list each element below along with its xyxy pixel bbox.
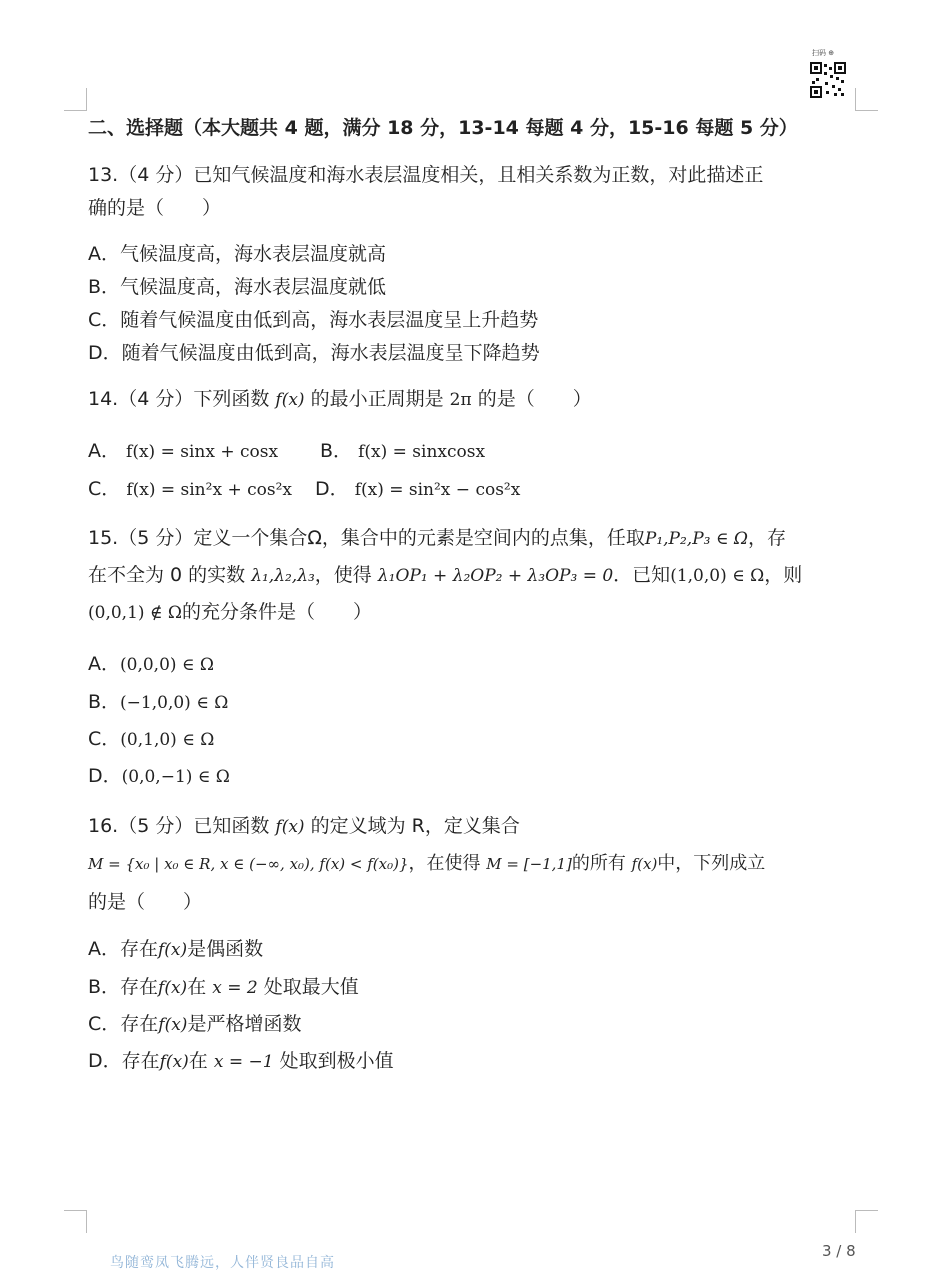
q16-option-a-mid: 是偶函数 bbox=[187, 938, 264, 960]
q15-stem-line3 bbox=[88, 598, 372, 627]
q16-l2-fx: f(x) bbox=[631, 855, 658, 873]
q15-option-a-math: (0,0,0) ∈ Ω bbox=[120, 655, 215, 675]
q16-l1-post: 的定义域为 R，定义集合 bbox=[310, 815, 520, 837]
q15-option-c-label: C． bbox=[88, 728, 121, 750]
q16-l2-post: 中，下列成立 bbox=[657, 853, 766, 874]
q14-option-d bbox=[315, 475, 520, 504]
q14-option-c bbox=[88, 475, 292, 504]
crop-mark-bottom-right bbox=[855, 1210, 878, 1233]
q14-option-c-math: f(x) = sin²x + cos²x bbox=[126, 480, 292, 500]
q13-stem-line2: 确的是（ ） bbox=[88, 197, 222, 219]
footer-motto: 鸟随鸾凤飞腾远，人伴贤良品自高 bbox=[110, 1255, 335, 1271]
q16-option-c-mid: 是严格增函数 bbox=[187, 1013, 302, 1035]
q14-option-a bbox=[88, 437, 278, 466]
crop-mark-top-left bbox=[64, 88, 87, 111]
q16-l1-pre: 16.（5 分）已知函数 bbox=[88, 815, 270, 837]
q15-l2-pre: 在不全为 0 的实数 bbox=[88, 564, 246, 586]
q15-l3-math: (0,0,1) ∉ Ω bbox=[88, 603, 183, 623]
q15-stem-line2 bbox=[88, 561, 802, 590]
crop-mark-top-right bbox=[855, 88, 878, 111]
q14-period: 2π bbox=[449, 390, 472, 410]
q16-option-b-math: x = 2 bbox=[212, 978, 258, 998]
q14-option-d-label: D． bbox=[315, 478, 349, 500]
q15-option-b-label: B． bbox=[88, 691, 121, 713]
q16-option-d-fx: f(x) bbox=[159, 1052, 189, 1072]
q16-l2-mid: ，在使得 bbox=[408, 853, 481, 874]
q15-l2-math1: λ₁,λ₂,λ₃ bbox=[251, 566, 315, 586]
q16-l2-mid2: 的所有 bbox=[571, 853, 626, 874]
q14-option-b bbox=[320, 437, 485, 466]
q16-option-d-math: x = −1 bbox=[213, 1052, 274, 1072]
q16-option-a-fx: f(x) bbox=[158, 940, 188, 960]
crop-mark-bottom-left bbox=[64, 1210, 87, 1233]
q16-option-c-fx: f(x) bbox=[158, 1015, 188, 1035]
q16-option-b-fx: f(x) bbox=[158, 978, 188, 998]
q15-stem-line1 bbox=[88, 524, 786, 553]
q15-l2-mid2: ．已知 bbox=[613, 564, 671, 586]
q15-option-c bbox=[88, 725, 214, 754]
q16-option-c-pre: C．存在 bbox=[88, 1013, 159, 1035]
q15-l3-post: 的充分条件是（ ） bbox=[182, 601, 373, 623]
q14-option-b-label: B． bbox=[320, 440, 353, 462]
q14-option-d-math: f(x) = sin²x − cos²x bbox=[354, 480, 521, 500]
q16-option-a bbox=[88, 935, 263, 964]
q13-option-a: A．气候温度高，海水表层温度就高 bbox=[88, 243, 386, 265]
q13-option-b: B．气候温度高，海水表层温度就低 bbox=[88, 276, 387, 298]
q16-option-a-pre: A．存在 bbox=[88, 938, 158, 960]
q15-option-b bbox=[88, 688, 228, 717]
q16-option-b-pre: B．存在 bbox=[88, 976, 159, 998]
q15-l2-post: ，则 bbox=[764, 564, 803, 586]
q15-option-d-math: (0,0,−1) ∈ Ω bbox=[121, 767, 230, 787]
q15-l2-mid: ，使得 bbox=[314, 564, 372, 586]
page-number: 3 / 8 bbox=[822, 1242, 856, 1260]
q14-stem-mid: 的最小正周期是 bbox=[310, 388, 444, 410]
q14-fx: f(x) bbox=[275, 390, 305, 410]
q15-l1-pre: 15.（5 分）定义一个集合Ω，集合中的元素是空间内的点集，任取 bbox=[88, 527, 645, 549]
q15-l2-math3: (1,0,0) ∈ Ω bbox=[670, 566, 765, 586]
q13-option-c: C．随着气候温度由低到高，海水表层温度呈上升趋势 bbox=[88, 309, 539, 331]
q14-option-b-math: f(x) = sinxcosx bbox=[358, 442, 486, 462]
q16-option-d-pre: D．存在 bbox=[88, 1050, 160, 1072]
qr-label: 扫码 ⊕ bbox=[812, 49, 835, 57]
q16-l2-math2: M = [−1,1] bbox=[486, 855, 572, 873]
q14-stem bbox=[88, 385, 592, 414]
qr-code-icon bbox=[810, 58, 846, 98]
q16-l2-math: M = {x₀ | x₀ ∈ R, x ∈ (−∞, x₀), f(x) < f(x₀)} bbox=[88, 855, 409, 873]
q16-stem-line3: 的是（ ） bbox=[88, 891, 203, 913]
q15-option-d bbox=[88, 762, 230, 791]
q16-stem-line1 bbox=[88, 812, 520, 841]
q15-option-a bbox=[88, 650, 214, 679]
q14-option-a-math: f(x) = sinx + cosx bbox=[126, 442, 279, 462]
section-title: 二、选择题（本大题共 4 题，满分 18 分，13-14 每题 4 分，15-16 每题 5 分） bbox=[88, 117, 798, 139]
q16-l1-fx: f(x) bbox=[275, 817, 305, 837]
q13-stem-line1: 13.（4 分）已知气候温度和海水表层温度相关，且相关系数为正数，对此描述正 bbox=[88, 164, 764, 186]
q16-option-c bbox=[88, 1010, 301, 1039]
q16-option-d bbox=[88, 1047, 394, 1076]
q16-option-d-post: 处取到极小值 bbox=[279, 1050, 394, 1072]
q16-option-b-post: 处取最大值 bbox=[263, 976, 359, 998]
q14-stem-pre: 14.（4 分）下列函数 bbox=[88, 388, 270, 410]
q13-option-d: D．随着气候温度由低到高，海水表层温度呈下降趋势 bbox=[88, 342, 540, 364]
q15-l1-post: ，存 bbox=[747, 527, 786, 549]
q14-option-c-label: C． bbox=[88, 478, 121, 500]
q14-stem-post: 的是（ ） bbox=[477, 388, 592, 410]
q16-option-b bbox=[88, 973, 359, 1002]
q15-option-c-math: (0,1,0) ∈ Ω bbox=[120, 730, 215, 750]
q15-l1-math: P₁,P₂,P₃ ∈ Ω bbox=[644, 529, 748, 549]
q16-option-b-mid: 在 bbox=[187, 976, 207, 998]
q15-l2-math2: λ₁OP₁ + λ₂OP₂ + λ₃OP₃ = 0 bbox=[377, 566, 614, 586]
q14-option-a-label: A． bbox=[88, 440, 120, 462]
q15-option-d-label: D． bbox=[88, 765, 122, 787]
q16-option-d-mid: 在 bbox=[188, 1050, 208, 1072]
q15-option-b-math: (−1,0,0) ∈ Ω bbox=[120, 693, 229, 713]
q16-stem-line2 bbox=[88, 850, 765, 878]
q15-option-a-label: A． bbox=[88, 653, 120, 675]
